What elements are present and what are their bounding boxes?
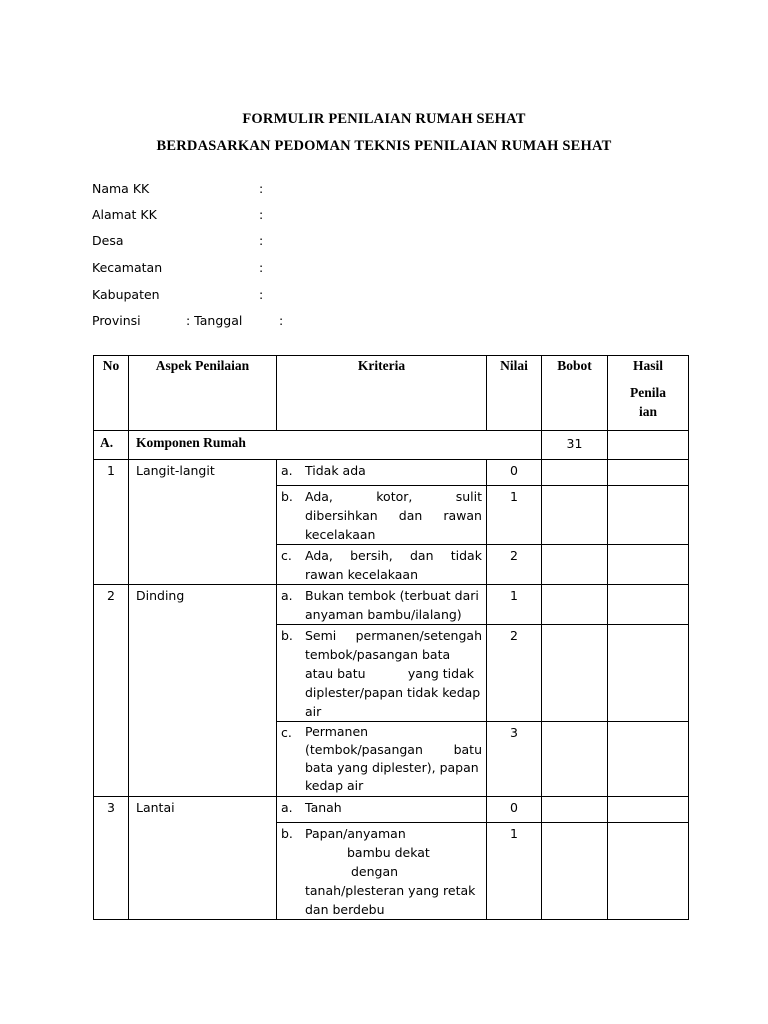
header-no: No xyxy=(94,356,129,431)
row-aspek: Langit-langit xyxy=(129,460,277,585)
criteria-cell: c. Ada, bersih, dan tidak rawan kecelakaan xyxy=(277,545,487,585)
header-hasil xyxy=(608,356,689,431)
field-label: Provinsi xyxy=(92,313,141,328)
form-title: FORMULIR PENILAIAN RUMAH SEHAT xyxy=(242,111,526,127)
criteria-cell: a. Tanah xyxy=(277,797,487,823)
bobot-cell xyxy=(542,823,608,920)
bobot-cell xyxy=(542,722,608,797)
row-number: 2 xyxy=(94,585,129,797)
hasil-cell xyxy=(608,486,689,545)
field-label: Alamat KK xyxy=(92,207,157,222)
table-row xyxy=(94,797,689,823)
criteria-cell: b. Ada, kotor, sulit dibersihkan dan rawan kecelakaan xyxy=(277,486,487,545)
header-aspek: Aspek Penilaian xyxy=(129,356,277,431)
header-bobot: Bobot xyxy=(542,356,608,431)
nilai-cell: 0 xyxy=(487,797,542,823)
criteria-cell: a. Tidak ada xyxy=(277,460,487,486)
header-hasil-line2b: ian xyxy=(638,404,657,419)
hasil-cell xyxy=(608,722,689,797)
row-number: 3 xyxy=(94,797,129,920)
row-aspek: Dinding xyxy=(129,585,277,797)
criteria-cell: c. Permanen (tembok/pasangan batu bata yang diplester), papan kedap air xyxy=(277,722,487,797)
header-hasil-line2a: Penila xyxy=(630,385,666,400)
field-colon: : xyxy=(259,260,264,275)
field-label: Nama KK xyxy=(92,181,150,196)
bobot-cell xyxy=(542,625,608,722)
criteria-cell: a. Bukan tembok (terbuat dari anyaman bambu/ilalang) xyxy=(277,585,487,625)
field-label: Kecamatan xyxy=(92,260,163,275)
bobot-cell xyxy=(542,460,608,486)
form-subtitle: BERDASARKAN PEDOMAN TEKNIS PENILAIAN RUMAH SEHAT xyxy=(156,138,612,154)
nilai-cell: 1 xyxy=(487,585,542,625)
header-kriteria: Kriteria xyxy=(277,356,487,431)
field-colon: : xyxy=(259,181,264,196)
assessment-table xyxy=(93,355,689,920)
field-colon: : xyxy=(259,287,264,302)
nilai-cell: 0 xyxy=(487,460,542,486)
nilai-cell: 1 xyxy=(487,823,542,920)
criteria-cell: b. Semi permanen/setengah tembok/pasangan bata atau batu yang tidak diplester/papan tidak kedap air xyxy=(277,625,487,722)
hasil-cell xyxy=(608,460,689,486)
field-label: Desa xyxy=(92,233,124,248)
criteria-cell: b. Papan/anyaman bambu dekat dengan tanah/plesteran yang retak dan berdebu xyxy=(277,823,487,920)
nilai-cell: 2 xyxy=(487,625,542,722)
nilai-cell: 2 xyxy=(487,545,542,585)
field-colon: : xyxy=(259,233,264,248)
nilai-cell: 1 xyxy=(487,486,542,545)
bobot-cell xyxy=(542,585,608,625)
field-label: Kabupaten xyxy=(92,287,160,302)
section-row xyxy=(94,431,689,460)
table-row xyxy=(94,585,689,625)
hasil-cell xyxy=(608,823,689,920)
field-tanggal-label: : Tanggal xyxy=(186,313,243,328)
field-colon: : xyxy=(279,313,284,328)
hasil-cell xyxy=(608,585,689,625)
row-number: 1 xyxy=(94,460,129,585)
header-nilai: Nilai xyxy=(487,356,542,431)
table-header-row xyxy=(94,356,689,431)
header-hasil-line1: Hasil xyxy=(632,358,663,373)
bobot-cell xyxy=(542,486,608,545)
table-row xyxy=(94,460,689,486)
section-bobot: 31 xyxy=(542,431,608,460)
nilai-cell: 3 xyxy=(487,722,542,797)
bobot-cell xyxy=(542,797,608,823)
field-colon: : xyxy=(259,207,264,222)
section-hasil-cell xyxy=(608,431,689,460)
bobot-cell xyxy=(542,545,608,585)
section-name: Komponen Rumah xyxy=(129,431,542,460)
hasil-cell xyxy=(608,545,689,585)
hasil-cell xyxy=(608,625,689,722)
section-letter: A. xyxy=(94,431,129,460)
row-aspek: Lantai xyxy=(129,797,277,920)
hasil-cell xyxy=(608,797,689,823)
